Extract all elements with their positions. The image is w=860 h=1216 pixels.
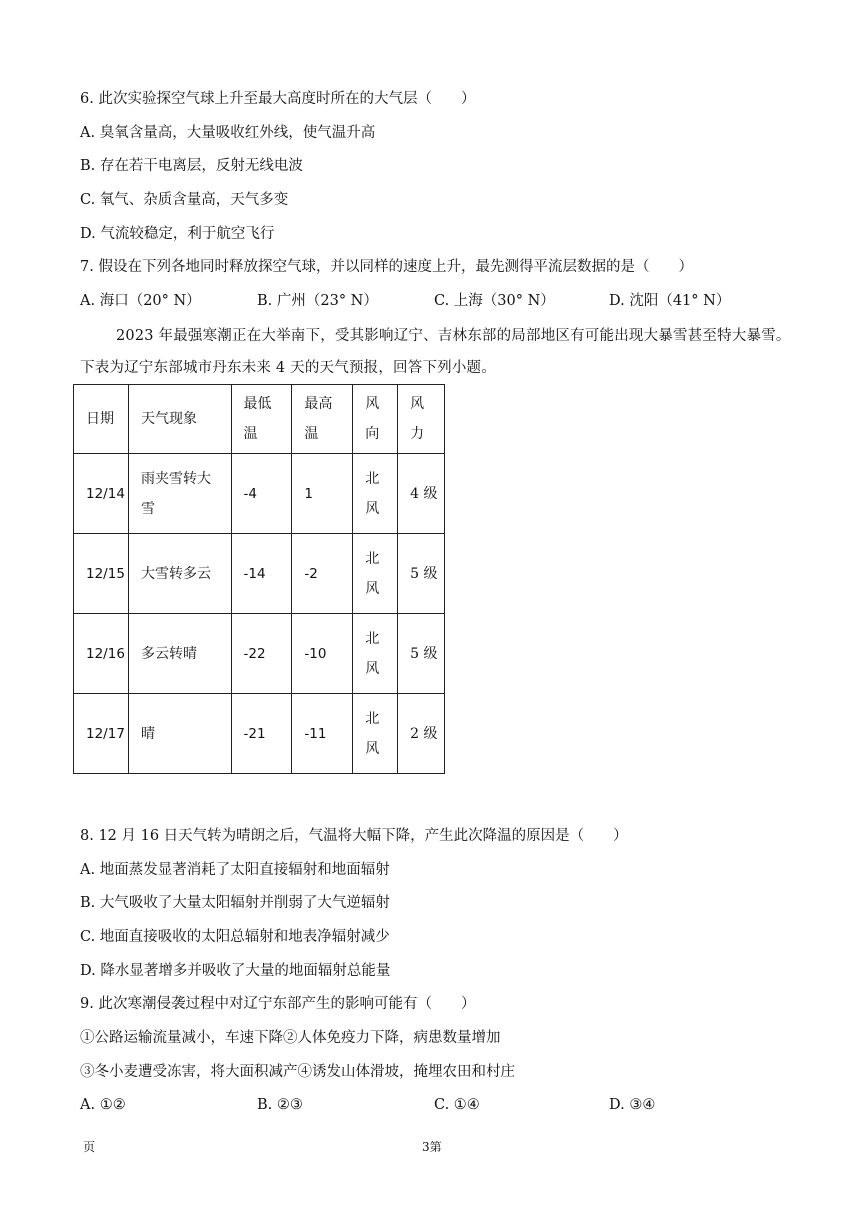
footer-page-number: 3第: [422, 1140, 442, 1154]
q9-option-a: A. ①②: [80, 1097, 126, 1113]
passage-line-2: 下表为辽宁东部城市丹东未来 4 天的天气预报，回答下列小题。: [80, 360, 496, 376]
cell-weather: 雨夹雪转大 雪: [128, 454, 231, 534]
cell-wind-direction: 北 风: [353, 614, 398, 694]
q9-option-d: D. ③④: [609, 1097, 656, 1113]
cell-wind-direction: 北 风: [353, 454, 398, 534]
q9-statement-1: ①公路运输流量减小，车速下降②人体免疫力下降，病患数量增加: [80, 1030, 501, 1046]
cell-weather: 晴: [128, 694, 231, 774]
cell-weather: 多云转晴: [128, 614, 231, 694]
q8-option-c: C. 地面直接吸收的太阳总辐射和地表净辐射减少: [80, 929, 390, 945]
cell-date: 12/17: [74, 694, 129, 774]
cell-high-temp: 1: [292, 454, 353, 534]
passage-line-1: 2023 年最强寒潮正在大举南下，受其影响辽宁、吉林东部的局部地区有可能出现大暴雪甚至特大暴雪。: [116, 328, 791, 344]
q9-stem: 9. 此次寒潮侵袭过程中对辽宁东部产生的影响可能有（ ）: [80, 996, 476, 1012]
cell-low-temp: -14: [231, 534, 292, 614]
cell-high-temp: -2: [292, 534, 353, 614]
cell-weather: 大雪转多云: [128, 534, 231, 614]
q8-option-d: D. 降水显著增多并吸收了大量的地面辐射总能量: [80, 963, 391, 979]
header-high-temp: 最高 温: [292, 385, 353, 454]
cell-date: 12/15: [74, 534, 129, 614]
weather-forecast-table: [73, 384, 445, 774]
cell-wind-direction: 北 风: [353, 694, 398, 774]
q9-options: [80, 1095, 780, 1115]
header-low-temp: 最低 温: [231, 385, 292, 454]
q8-option-b: B. 大气吸收了大量太阳辐射并削弱了大气逆辐射: [80, 895, 390, 911]
q6-stem: 6. 此次实验探空气球上升至最大高度时所在的大气层（ ）: [80, 91, 476, 107]
cell-date: 12/16: [74, 614, 129, 694]
cell-wind-force: 5 级: [398, 614, 445, 694]
footer-page-label: 页: [83, 1140, 96, 1154]
q6-option-c: C. 氧气、杂质含量高，天气多变: [80, 192, 289, 208]
q6-option-d: D. 气流较稳定，利于航空飞行: [80, 226, 275, 242]
table-header-row: [74, 385, 445, 454]
q9-option-c: C. ①④: [434, 1097, 480, 1113]
cell-wind-force: 2 级: [398, 694, 445, 774]
table-row: [74, 614, 445, 694]
q8-stem: 8. 12 月 16 日天气转为晴朗之后，气温将大幅下降，产生此次降温的原因是（ ）: [80, 828, 628, 844]
table-row: [74, 534, 445, 614]
cell-wind-force: 4 级: [398, 454, 445, 534]
cell-low-temp: -4: [231, 454, 292, 534]
cell-low-temp: -22: [231, 614, 292, 694]
q7-option-c: C. 上海（30° N）: [434, 293, 555, 309]
q6-option-a: A. 臭氧含量高，大量吸收红外线，使气温升高: [80, 125, 376, 141]
cell-high-temp: -10: [292, 614, 353, 694]
cell-date: 12/14: [74, 454, 129, 534]
cell-low-temp: -21: [231, 694, 292, 774]
q8-option-a: A. 地面蒸发显著消耗了太阳直接辐射和地面辐射: [80, 862, 390, 878]
header-date: 日期: [74, 385, 129, 454]
q6-option-b: B. 存在若干电离层，反射无线电波: [80, 158, 303, 174]
table-row: [74, 694, 445, 774]
cell-wind-force: 5 级: [398, 534, 445, 614]
q9-option-b: B. ②③: [257, 1097, 303, 1113]
q9-statement-2: ③冬小麦遭受冻害，将大面积减产④诱发山体滑坡，掩埋农田和村庄: [80, 1064, 515, 1080]
header-weather: 天气现象: [128, 385, 231, 454]
table-row: [74, 454, 445, 534]
q7-option-d: D. 沈阳（41° N）: [609, 293, 731, 309]
header-wind-direction: 风 向: [353, 385, 398, 454]
cell-high-temp: -11: [292, 694, 353, 774]
q7-options: [80, 291, 780, 311]
q7-stem: 7. 假设在下列各地同时释放探空气球，并以同样的速度上升，最先测得平流层数据的是（ ）: [80, 259, 693, 275]
q7-option-a: A. 海口（20° N）: [80, 293, 201, 309]
header-wind-force: 风 力: [398, 385, 445, 454]
cell-wind-direction: 北 风: [353, 534, 398, 614]
q7-option-b: B. 广州（23° N）: [257, 293, 378, 309]
